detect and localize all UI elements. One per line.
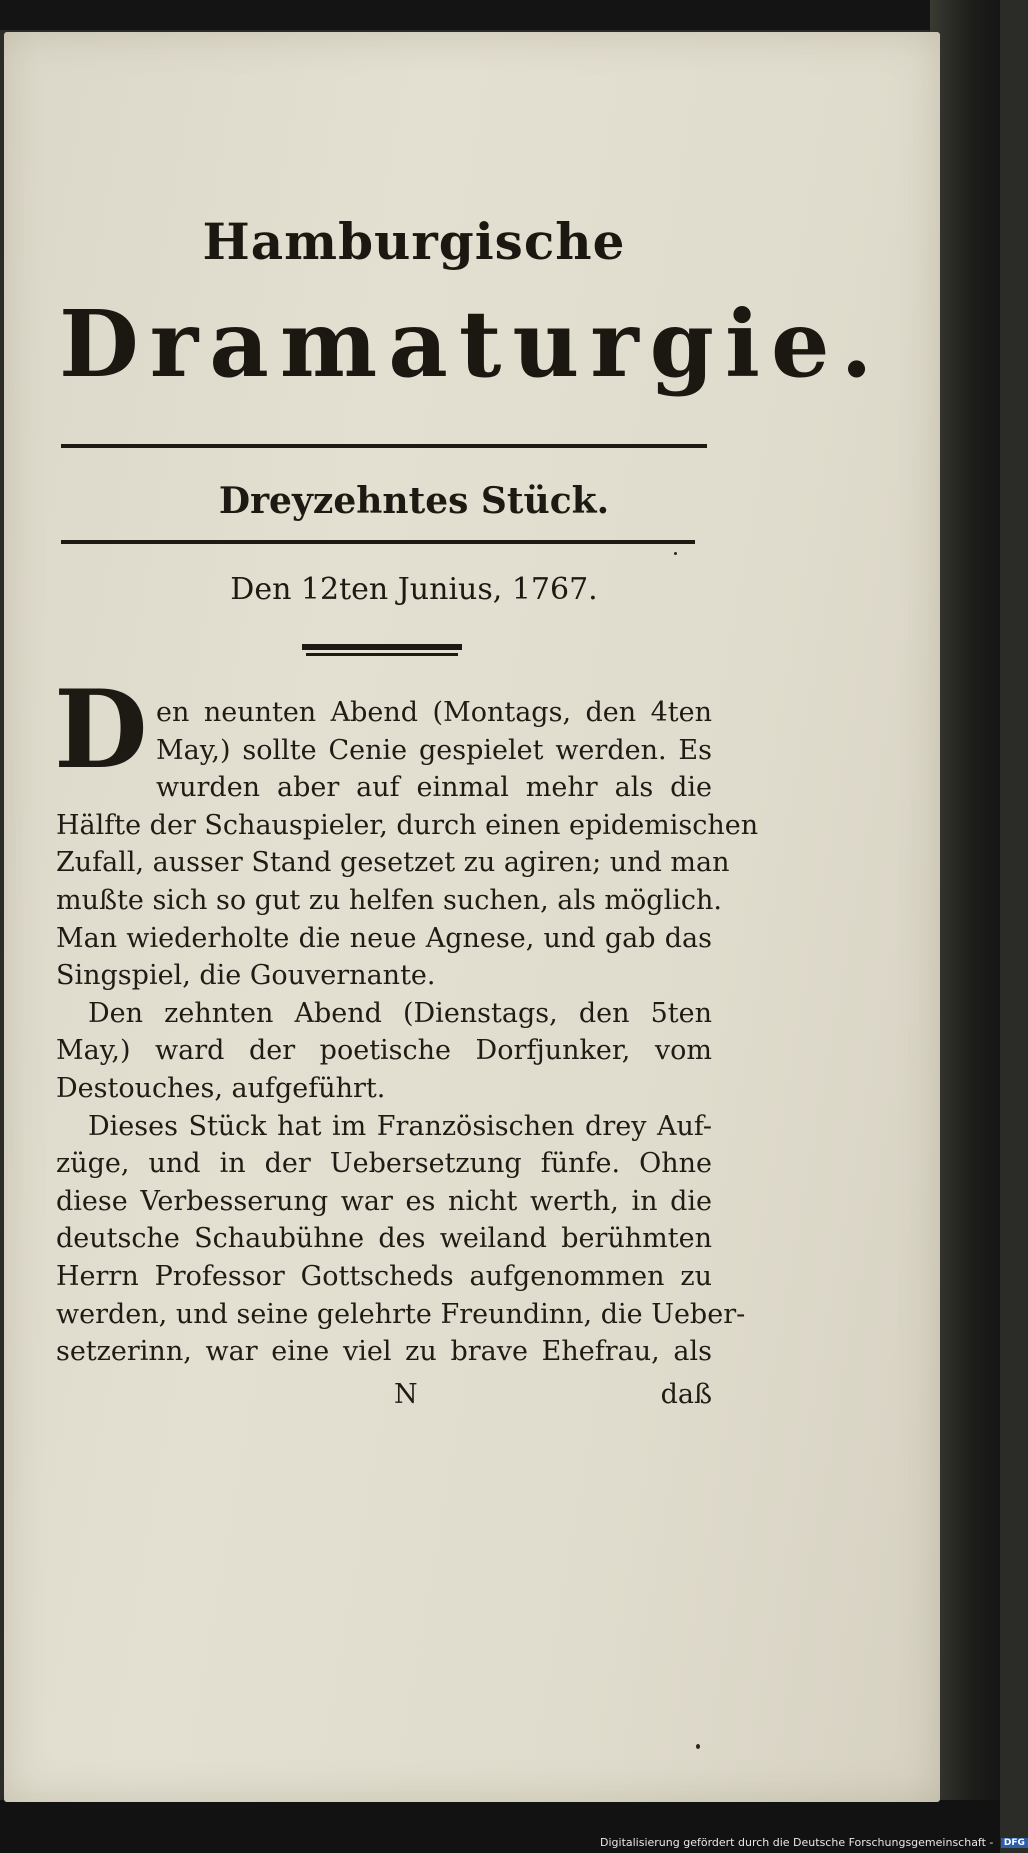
text-line: wurden aber auf einmal mehr als die <box>156 772 712 804</box>
text-line: Man wiederholte die neue Agnese, und gab das <box>56 922 712 954</box>
text-line: deutsche Schaubühne des weiland berühmten <box>56 1223 712 1255</box>
header-rule-top <box>61 444 707 448</box>
digitization-footer <box>600 1836 1028 1849</box>
title-line-1: Hamburgische <box>202 212 626 271</box>
issue-date: Den 12ten Junius, 1767. <box>230 572 598 607</box>
signature-mark: N <box>394 1379 418 1410</box>
ornament-divider <box>302 644 462 658</box>
text-line: Herrn Professor Gottscheds aufgenommen zu <box>56 1260 712 1292</box>
book-page <box>4 32 940 1802</box>
text-line: Singspiel, die Gouvernante. <box>56 960 436 992</box>
scan-background-right <box>930 0 1000 1853</box>
title-line-2: Dramaturgie. <box>59 290 884 398</box>
text-line: May,) ward der poetische Dorfjunker, vom <box>56 1035 712 1067</box>
text-line: Zufall, ausser Stand gesetzet zu agiren; und man <box>56 847 730 879</box>
text-line: werden, und seine gelehrte Freundinn, die Ueber- <box>56 1298 746 1330</box>
text-line: en neunten Abend (Montags, den 4ten <box>156 697 712 728</box>
text-line: May,) sollte Cenie gespielet werden. Es <box>156 734 712 766</box>
text-line: Dieses Stück hat im Französischen drey Auf- <box>88 1110 712 1142</box>
drop-cap: D <box>54 667 148 793</box>
text-line: diese Verbesserung war es nicht werth, in die <box>56 1185 712 1217</box>
digitization-credit: Digitalisierung gefördert durch die Deutsche Forschungsgemeinschaft - <box>600 1836 994 1849</box>
text-line: Den zehnten Abend (Dienstags, den 5ten <box>88 997 712 1029</box>
text-line: mußte sich so gut zu helfen suchen, als möglich. <box>56 884 722 916</box>
paper-speck <box>696 1744 700 1749</box>
text-line: züge, und in der Uebersetzung fünfe. Ohne <box>56 1148 712 1180</box>
scan-background-top <box>0 0 1000 30</box>
dfg-logo: DFG <box>1001 1838 1028 1848</box>
text-line: Destouches, aufgeführt. <box>56 1072 386 1104</box>
body-text <box>56 694 759 1371</box>
catchword: daß <box>660 1379 712 1410</box>
issue-heading: Dreyzehntes Stück. <box>218 480 610 522</box>
paper-speck <box>674 552 677 555</box>
header-rule-bottom <box>61 540 695 544</box>
text-line: Hälfte der Schauspieler, durch einen epidemischen <box>56 809 759 841</box>
text-line: setzerinn, war eine viel zu brave Ehefrau, als <box>56 1336 712 1368</box>
